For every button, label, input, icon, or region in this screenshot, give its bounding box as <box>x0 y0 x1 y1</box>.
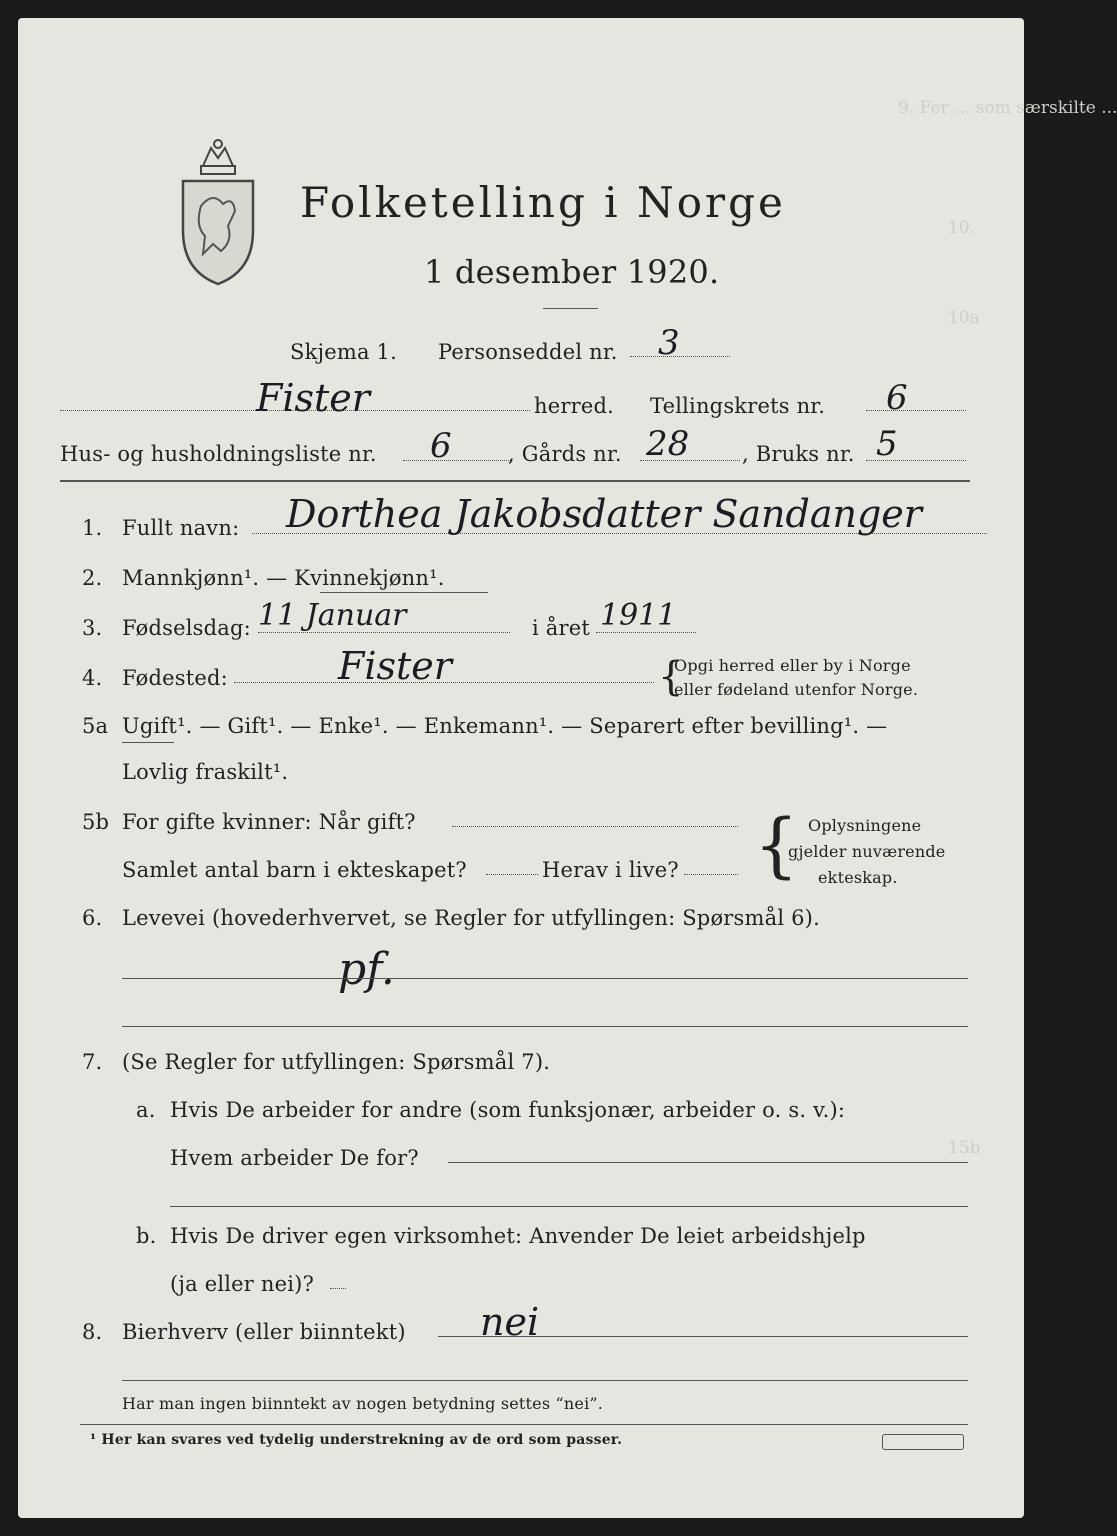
hus-line <box>403 460 511 461</box>
tellingskrets-label: Tellingskrets nr. <box>650 394 826 418</box>
q5b-note-1: Oplysningene <box>808 816 922 835</box>
full-name-value[interactable]: Dorthea Jakobsdatter Sandanger <box>286 492 922 536</box>
q1-number: 1. <box>82 516 103 540</box>
q6-line-2 <box>122 1026 968 1027</box>
footnote-separator <box>80 1424 968 1425</box>
q4-note-2: eller fødeland utenfor Norge. <box>674 680 919 699</box>
tellingskrets-value[interactable]: 6 <box>886 378 908 418</box>
ugift-underline <box>122 742 174 743</box>
printer-stamp <box>882 1434 964 1450</box>
hus-label: Hus- og husholdningsliste nr. <box>60 442 377 466</box>
q7a-number: a. <box>136 1098 156 1122</box>
q7b-number: b. <box>136 1224 157 1248</box>
q4-label: Fødested: <box>122 666 228 690</box>
form-date: 1 desember 1920. <box>424 253 720 291</box>
q5b-children-line <box>486 874 538 875</box>
marital-status-options-cont: Lovlig fraskilt¹. <box>122 760 289 784</box>
q5b-label: For gifte kvinner: Når gift? <box>122 810 416 834</box>
bruks-value[interactable]: 5 <box>876 424 898 464</box>
q5b-number: 5b <box>82 810 110 834</box>
form-title: Folketelling i Norge <box>300 178 786 227</box>
birthplace-value[interactable]: Fister <box>338 644 452 688</box>
title-divider <box>543 308 598 309</box>
nei-note: Har man ingen biinntekt av nogen betydning settes “nei”. <box>122 1394 604 1413</box>
q5b-children-label: Samlet antal barn i ekteskapet? <box>122 858 467 882</box>
q7a-line-2 <box>170 1206 968 1207</box>
q5b-married-line <box>452 826 738 827</box>
q7-number: 7. <box>82 1050 103 1074</box>
q8-line-2 <box>122 1380 968 1381</box>
census-form-page: 9. Fer ... som særskilte ... 10. 10a 15b Folketelling i Norge 1 desember 1920. Skjema 1. Personseddel nr. 3 Fister herred. Tellingskrets nr. 6 Hus- og husholdningsliste nr. 6 , Gårds nr. 28 , Bruks nr. 5 1. Fullt navn: Dorthea Jakobsdatter Sandanger 2. Mannkjønn¹. — Kvinnekjønn¹. 3. Fødselsdag: 11 Januar i året 1911 4. Fødested: Fister { Opgi herred eller by i Norge eller fødeland utenfor Norge. 5a Ugift¹. — Gift¹. — Enke¹. — Enkemann¹. — Separert efter bevilling¹. — Lovlig fraskilt¹. 5b For gifte kvinner: Når gift? Samlet antal barn i ekteskapet? Herav i live? { Oplysningene gjelder nuværende ekteskap. 6. Levevei (hovederhvervet, se Regler for utfyllingen: Spørsmål 6). pf. 7. (Se Regler for utfyllingen: Spørsmål 7). a. Hvis De arbeider for andre (som funksjonær, arbeider o. s. v.): Hvem arbeider De for? b. Hvis De driver egen virksomhet: Anvender De leiet arbeidshjelp (ja eller nei)? 8. Bierhverv (eller biinntekt) nei Har man ingen biinntekt av nogen betydning settes “nei”. ¹ Her kan svares ved tydelig understrekning av de ord som passer. <box>18 18 1024 1518</box>
q3-label: Fødselsdag: <box>122 616 251 640</box>
q7b-label: Hvis De driver egen virksomhet: Anvender De leiet arbeidshjelp <box>170 1224 866 1248</box>
q4-brace: { <box>658 654 684 700</box>
kvinnekjonn-underline <box>320 592 488 593</box>
q8-number: 8. <box>82 1320 103 1344</box>
q2-number: 2. <box>82 566 103 590</box>
side-income-value[interactable]: nei <box>480 1300 540 1344</box>
q7a-label-2: Hvem arbeider De for? <box>170 1146 419 1170</box>
birth-year-value[interactable]: 1911 <box>600 598 677 633</box>
gards-label: , Gårds nr. <box>508 442 622 466</box>
q5b-note-2: gjelder nuværende <box>788 842 946 861</box>
q5b-brace: { <box>754 804 799 886</box>
skjema-label: Skjema 1. <box>290 340 397 364</box>
personseddel-label: Personseddel nr. <box>438 340 618 364</box>
footnote: ¹ Her kan svares ved tydelig understrekning av de ord som passer. <box>90 1432 623 1448</box>
herred-label: herred. <box>534 394 614 418</box>
q6-number: 6. <box>82 906 103 930</box>
q6-label: Levevei (hovederhvervet, se Regler for utfyllingen: Spørsmål 6). <box>122 906 820 930</box>
gards-value[interactable]: 28 <box>646 424 690 464</box>
header-separator <box>60 480 970 482</box>
q8-label: Bierhverv (eller biinntekt) <box>122 1320 406 1344</box>
personseddel-line <box>630 356 730 357</box>
q5b-note-3: ekteskap. <box>818 868 898 887</box>
bruks-label: , Bruks nr. <box>742 442 855 466</box>
q4-number: 4. <box>82 666 103 690</box>
q3-number: 3. <box>82 616 103 640</box>
q7-label: (Se Regler for utfyllingen: Spørsmål 7). <box>122 1050 551 1074</box>
q7b-label-2: (ja eller nei)? <box>170 1272 315 1296</box>
q5a-number: 5a <box>82 714 109 738</box>
q7a-line-1 <box>448 1162 968 1163</box>
q5b-alive-label: Herav i live? <box>542 858 679 882</box>
hus-value[interactable]: 6 <box>430 426 452 466</box>
marital-status-options: Ugift¹. — Gift¹. — Enke¹. — Enkemann¹. — Separert efter bevilling¹. — <box>122 714 888 738</box>
q1-label: Fullt navn: <box>122 516 240 540</box>
tellingskrets-line <box>866 410 966 411</box>
personseddel-value[interactable]: 3 <box>658 323 680 363</box>
norwegian-coat-of-arms-icon <box>173 136 263 286</box>
herred-value[interactable]: Fister <box>256 376 370 420</box>
birthday-value[interactable]: 11 Januar <box>258 598 407 633</box>
occupation-value[interactable]: pf. <box>338 944 395 995</box>
q3-year-label: i året <box>532 616 591 640</box>
q4-note-1: Opgi herred eller by i Norge <box>674 656 911 675</box>
q7b-line <box>330 1288 346 1289</box>
q5b-alive-line <box>684 874 738 875</box>
q6-line-1 <box>122 978 968 979</box>
q7a-label: Hvis De arbeider for andre (som funksjonær, arbeider o. s. v.): <box>170 1098 846 1122</box>
gender-options: Mannkjønn¹. — Kvinnekjønn¹. <box>122 566 445 590</box>
